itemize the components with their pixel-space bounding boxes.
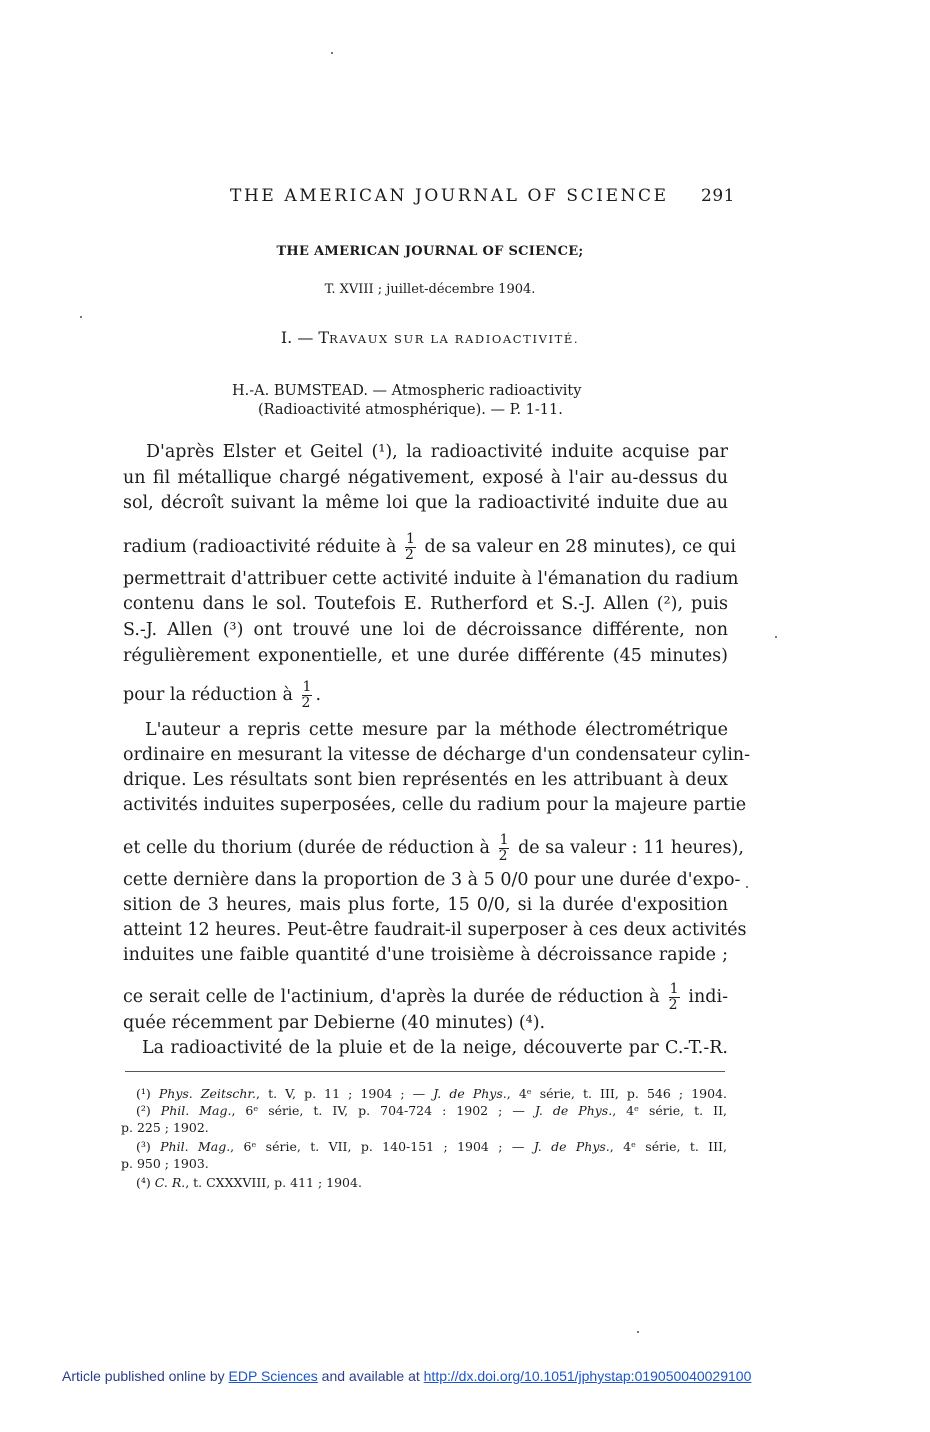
footnote-journal: Phys. Zeitschr.: [158, 1086, 257, 1101]
footnote-1: [121, 1086, 727, 1102]
fraction-one-half: [405, 532, 416, 563]
article-heading: [232, 382, 632, 420]
fraction-denominator: 2: [405, 547, 414, 563]
paragraph-2-line: [123, 982, 728, 1013]
fraction-numerator: 1: [406, 531, 415, 547]
paragraph-2-line: drique. Les résultats sont bien représentés en les attribuant à deux: [123, 770, 728, 790]
doi-link[interactable]: http://dx.doi.org/10.1051/jphystap:019050040029100: [423, 1368, 752, 1384]
paragraph-1-line: [123, 680, 728, 711]
paragraph-2-line: sition de 3 heures, mais plus forte, 15 0/0, si la durée d'exposition: [123, 895, 728, 915]
fraction-denominator: 2: [668, 997, 678, 1013]
paragraph-1-line: S.-J. Allen (³) ont trouvé une loi de décroissance différente, non: [123, 620, 728, 640]
paragraph-2-text: indi-: [688, 987, 728, 1007]
fraction-one-half: [499, 833, 510, 864]
footnote-3-continuation: p. 950 ; 1903.: [121, 1156, 209, 1171]
paragraph-2-text: de sa valeur : 11 heures),: [518, 838, 744, 858]
scan-speck: [637, 1331, 639, 1333]
scan-speck: [331, 52, 333, 54]
footnote-text: , t. CXXXVIII, p. 411 ; 1904.: [185, 1175, 362, 1190]
section-title-rest: RAVAUX SUR LA RADIOACTIVITÉ.: [329, 332, 580, 346]
scan-speck: [746, 886, 748, 888]
fraction-numerator: 1: [499, 832, 509, 848]
paragraph-1-line: un fil métallique chargé négativement, exposé à l'air au-dessus du: [123, 468, 728, 488]
footnote-text: , 4ᵉ série, t. III,: [609, 1139, 727, 1154]
fraction-denominator: 2: [301, 695, 311, 711]
fraction-denominator: 2: [498, 848, 508, 864]
scan-speck: [80, 316, 82, 318]
footnote-journal: J. de Phys.: [533, 1139, 610, 1154]
section-number: I. —: [280, 328, 319, 347]
paragraph-2-line: induites une faible quantité d'une troisième à décroissance rapide ;: [123, 945, 728, 965]
footnote-journal: Phil. Mag.: [160, 1139, 231, 1154]
footnote-text: , t. V, p. 11 ; 1904 ; —: [256, 1086, 434, 1101]
paragraph-2-line: cette dernière dans la proportion de 3 à 5 0/0 pour une durée d'expo-: [123, 870, 741, 890]
paragraph-1-line: sol, décroît suivant la même loi que la radioactivité induite due au: [123, 493, 728, 513]
footnote-journal: C. R.: [154, 1175, 186, 1190]
footnote-2: [121, 1103, 727, 1119]
paragraph-2-line: atteint 12 heures. Peut-être faudrait-il superposer à ces deux activités: [123, 920, 747, 940]
paragraph-1-text: .: [315, 685, 322, 705]
scan-speck: [775, 636, 777, 638]
paragraph-2-text: ce serait celle de l'actinium, d'après la durée de réduction à: [123, 987, 660, 1007]
paragraph-2-line: L'auteur a repris cette mesure par la méthode électrométrique: [145, 720, 728, 740]
paragraph-1-text: pour la réduction à: [123, 685, 293, 705]
journal-subtitle: T. XVIII ; juillet-décembre 1904.: [324, 282, 536, 297]
footnote-text: , 4ᵉ série, t. III, p. 546 ; 1904.: [506, 1086, 728, 1101]
fraction-numerator: 1: [302, 679, 312, 695]
paragraph-1-line: permettrait d'attribuer cette activité induite à l'émanation du radium: [123, 569, 739, 589]
paragraph-1-line: contenu dans le sol. Toutefois E. Rutherford et S.-J. Allen (²), puis: [123, 594, 728, 614]
paragraph-1-text: de sa valeur en 28 minutes), ce qui: [424, 537, 736, 557]
footnote-journal: Phil. Mag.: [160, 1103, 232, 1118]
paragraph-1-line: régulièrement exponentielle, et une durée différente (45 minutes): [123, 646, 728, 666]
footnote-mark: (²): [136, 1103, 161, 1118]
paragraph-3-line: La radioactivité de la pluie et de la neige, découverte par C.-T.-R.: [142, 1038, 728, 1058]
paragraph-1-line: D'après Elster et Geitel (¹), la radioactivité induite acquise par: [146, 442, 728, 462]
footnote-mark: (³): [136, 1139, 161, 1154]
footnote-text: , 6ᵉ série, t. VII, p. 140-151 ; 1904 ; —: [230, 1139, 534, 1154]
paragraph-2-text: et celle du thorium (durée de réduction à: [123, 838, 490, 858]
footnote-text: , 4ᵉ série, t. II,: [612, 1103, 727, 1118]
paragraph-1-text: radium (radioactivité réduite à: [123, 537, 397, 557]
footnote-mark: (⁴): [136, 1175, 155, 1190]
footer-prefix: Article published online by: [62, 1368, 229, 1384]
footnote-2-continuation: p. 225 ; 1902.: [121, 1120, 209, 1135]
publication-footer: [62, 1368, 751, 1384]
paragraph-2-line: quée récemment par Debierne (40 minutes) (⁴).: [123, 1013, 546, 1033]
paragraph-2-line: ordinaire en mesurant la vitesse de décharge d'un condensateur cylin-: [123, 745, 750, 765]
publisher-link[interactable]: EDP Sciences: [228, 1368, 318, 1384]
footnote-journal: J. de Phys.: [534, 1103, 613, 1118]
paragraph-2-line: activités induites superposées, celle du radium pour la majeure partie: [123, 795, 747, 815]
paragraph-1-line: [123, 531, 736, 563]
footnote-mark: (¹): [136, 1086, 159, 1101]
footnote-4: [121, 1175, 742, 1191]
footer-middle: and available at: [317, 1368, 424, 1384]
section-title-cap: T: [318, 328, 330, 347]
fraction-one-half: [669, 982, 680, 1013]
footnote-rule: [125, 1071, 725, 1072]
section-title: [0, 328, 860, 347]
footnote-3: [121, 1139, 727, 1155]
footnote-journal: J. de Phys.: [433, 1086, 507, 1101]
footnote-text: , 6ᵉ série, t. IV, p. 704-724 : 1902 ; —: [231, 1103, 535, 1118]
running-head-title: THE AMERICAN JOURNAL OF SCIENCE: [230, 186, 669, 206]
paragraph-2-line: [123, 832, 744, 864]
article-heading-line-1: H.-A. BUMSTEAD. — Atmospheric radioactivity: [232, 383, 582, 399]
article-heading-line-2: (Radioactivité atmosphérique). — P. 1-11.: [258, 402, 563, 418]
page-number: 291: [701, 186, 735, 206]
fraction-numerator: 1: [669, 981, 679, 997]
journal-title: THE AMERICAN JOURNAL OF SCIENCE;: [276, 244, 584, 259]
fraction-one-half: [302, 680, 313, 711]
